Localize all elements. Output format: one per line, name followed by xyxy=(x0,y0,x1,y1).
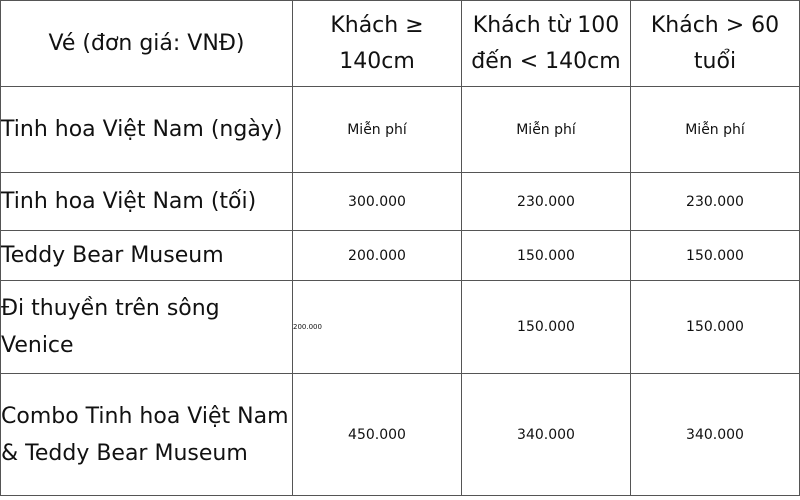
price-cell: 300.000 xyxy=(293,173,462,231)
price-cell: 150.000 xyxy=(631,281,800,374)
price-cell: 150.000 xyxy=(462,231,631,281)
price-cell: 200.000 xyxy=(293,281,462,374)
price-cell: 150.000 xyxy=(631,231,800,281)
price-cell: 150.000 xyxy=(462,281,631,374)
price-cell: Miễn phí xyxy=(462,87,631,173)
price-cell: 340.000 xyxy=(462,374,631,496)
row-label: Teddy Bear Museum xyxy=(1,231,293,281)
price-cell: 450.000 xyxy=(293,374,462,496)
row-label: Combo Tinh hoa Việt Nam & Teddy Bear Museum xyxy=(1,374,293,496)
table-row xyxy=(1,281,800,374)
table-row xyxy=(1,374,800,496)
header-ticket-type: Vé (đơn giá: VNĐ) xyxy=(1,1,293,87)
row-label: Tinh hoa Việt Nam (ngày) xyxy=(1,87,293,173)
price-cell: Miễn phí xyxy=(293,87,462,173)
table-row xyxy=(1,173,800,231)
price-cell: 230.000 xyxy=(462,173,631,231)
header-senior-over-60: Khách > 60 tuổi xyxy=(631,1,800,87)
price-cell: 340.000 xyxy=(631,374,800,496)
price-cell: Miễn phí xyxy=(631,87,800,173)
row-label: Tinh hoa Việt Nam (tối) xyxy=(1,173,293,231)
header-adult-over-140cm: Khách ≥ 140cm xyxy=(293,1,462,87)
table-row xyxy=(1,231,800,281)
price-cell: 230.000 xyxy=(631,173,800,231)
header-child-100-140cm: Khách từ 100 đến < 140cm xyxy=(462,1,631,87)
table-header-row xyxy=(1,1,800,87)
price-cell: 200.000 xyxy=(293,231,462,281)
row-label: Đi thuyền trên sông Venice xyxy=(1,281,293,374)
table-row xyxy=(1,87,800,173)
